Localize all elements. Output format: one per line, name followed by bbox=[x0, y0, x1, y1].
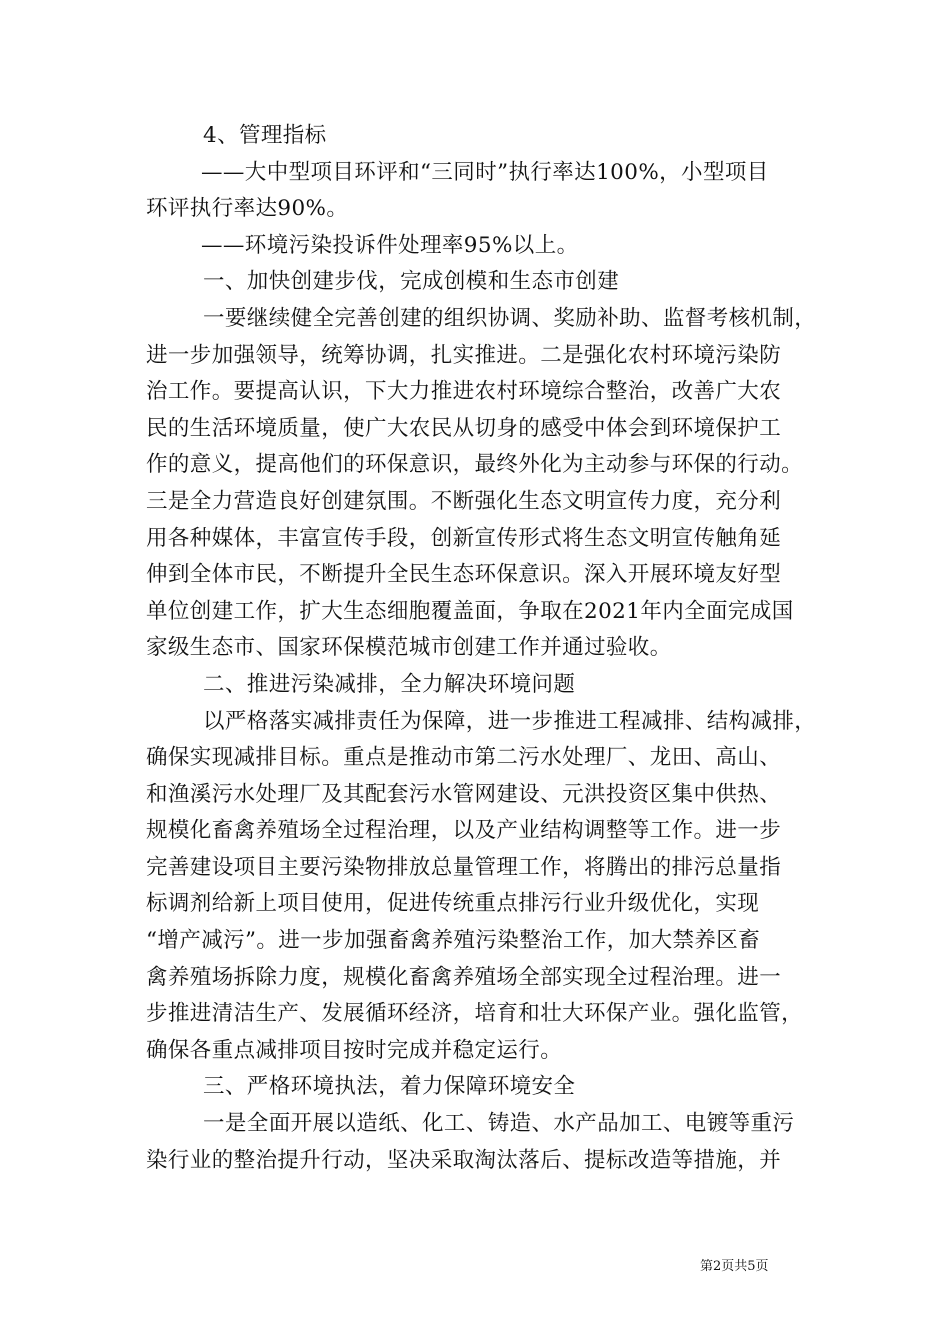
section-heading: 一、加快创建步伐，完成创模和生态市创建 bbox=[203, 269, 620, 295]
body-line: 作的意义，提高他们的环保意识，最终外化为主动参与环保的行动。 bbox=[146, 452, 804, 478]
body-line: ——大中型项目环评和“三同时”执行率达100%，小型项目 bbox=[201, 159, 769, 185]
body-line: 标调剂给新上项目使用，促进传统重点排污行业升级优化，实现 bbox=[146, 891, 760, 917]
section-heading: 三、严格环境执法，着力保障环境安全 bbox=[203, 1074, 576, 1100]
body-line: 完善建设项目主要污染物排放总量管理工作，将腾出的排污总量指 bbox=[146, 854, 782, 880]
body-line: 单位创建工作，扩大生态细胞覆盖面，争取在2021年内全面完成国 bbox=[146, 598, 794, 624]
body-line: 和渔溪污水处理厂及其配套污水管网建设、元洪投资区集中供热、 bbox=[146, 781, 782, 807]
body-line: ——环境污染投诉件处理率95%以上。 bbox=[201, 232, 579, 258]
body-line: 环评执行率达90%。 bbox=[146, 196, 349, 222]
body-line: 禽养殖场拆除力度，规模化畜禽养殖场全部实现全过程治理。进一 bbox=[146, 964, 782, 990]
body-line: 民的生活环境质量，使广大农民从切身的感受中体会到环境保护工 bbox=[146, 415, 782, 441]
body-line: 染行业的整治提升行动，坚决采取淘汰落后、提标改造等措施，并 bbox=[146, 1147, 782, 1173]
body-line: 伸到全体市民，不断提升全民生态环保意识。深入开展环境友好型 bbox=[146, 562, 782, 588]
body-line: 治工作。要提高认识，下大力推进农村环境综合整治，改善广大农 bbox=[146, 379, 782, 405]
body-line: 确保各重点减排项目按时完成并稳定运行。 bbox=[146, 1037, 563, 1063]
body-line: 三是全力营造良好创建氛围。不断强化生态文明宣传力度，充分利 bbox=[146, 488, 782, 514]
body-line: 家级生态市、国家环保模范城市创建工作并通过验收。 bbox=[146, 635, 672, 661]
body-line: 以严格落实减排责任为保障，进一步推进工程减排、结构减排， bbox=[203, 708, 817, 734]
section-heading: 二、推进污染减排，全力解决环境问题 bbox=[203, 671, 576, 697]
document-body bbox=[146, 118, 826, 1179]
body-line: 一是全面开展以造纸、化工、铸造、水产品加工、电镀等重污 bbox=[203, 1111, 795, 1137]
body-line: 用各种媒体，丰富宣传手段，创新宣传形式将生态文明宣传触角延 bbox=[146, 525, 782, 551]
body-line: 确保实现减排目标。重点是推动市第二污水处理厂、龙田、高山、 bbox=[146, 745, 782, 771]
section-heading: 4、管理指标 bbox=[203, 123, 327, 148]
page-number-footer: 第2页共5页 bbox=[700, 1259, 769, 1274]
body-line: “增产减污”。进一步加强畜禽养殖污染整治工作，加大禁养区畜 bbox=[146, 928, 761, 954]
body-line: 规模化畜禽养殖场全过程治理，以及产业结构调整等工作。进一步 bbox=[146, 818, 782, 844]
body-line: 步推进清洁生产、发展循环经济，培育和壮大环保产业。强化监管， bbox=[146, 1001, 804, 1027]
body-line: 一要继续健全完善创建的组织协调、奖励补助、监督考核机制， bbox=[203, 305, 817, 331]
body-line: 进一步加强领导，统筹协调，扎实推进。二是强化农村环境污染防 bbox=[146, 342, 782, 368]
